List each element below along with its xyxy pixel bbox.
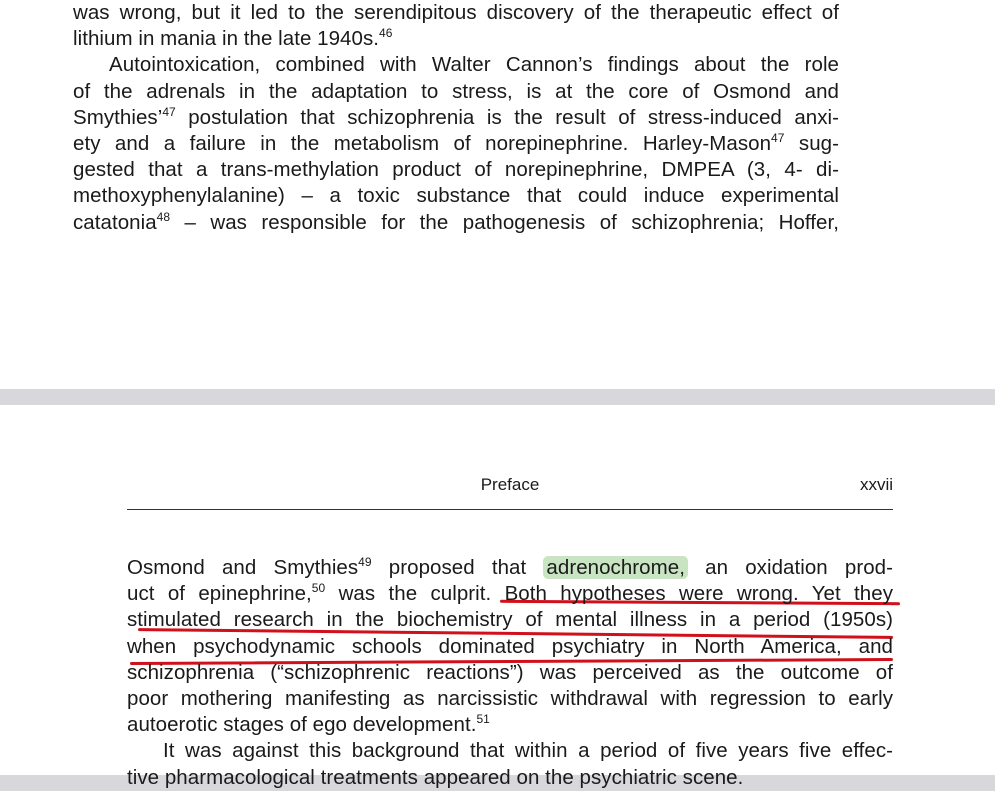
- footnote-ref: 49: [358, 555, 372, 569]
- text-span: gested that a trans-methylation product of norepinephrine, DMPEA (3, 4- di-: [73, 158, 839, 182]
- text-span: ety and a failure in the metabolism of norepinephrine. Harley-Mason: [73, 131, 772, 155]
- text-line: [73, 157, 839, 183]
- text-line: [73, 52, 839, 78]
- text-span: catatonia: [73, 210, 157, 234]
- text-span: stimulated research in the biochemistry of mental illness in a period (1950s): [127, 608, 893, 632]
- text-line: [73, 105, 839, 131]
- text-line: [127, 712, 893, 738]
- text-line: [73, 79, 839, 105]
- footnote-ref: 47: [162, 104, 176, 119]
- text-span: Smythies’: [73, 105, 163, 129]
- text-span: poor mothering manifesting as narcissistic withdrawal with regression to early: [127, 686, 893, 710]
- text-line: [127, 634, 893, 660]
- highlighted-term[interactable]: adrenochrome,: [543, 556, 688, 579]
- text-span: uct of epinephrine,: [127, 582, 312, 606]
- text-line: [73, 210, 839, 236]
- text-span: postulation that schizophrenia is the result of stress-induced anxi-: [175, 105, 839, 129]
- text-span: when psychodynamic schools dominated psychiatry in North America, and: [127, 634, 893, 658]
- page-number: xxvii: [859, 475, 893, 494]
- text-span: was wrong, but it led to the serendipitous discovery of the therapeutic effect of: [73, 1, 839, 24]
- text-span: Autointoxication, combined with Walter Cannon’s findings about the role: [109, 53, 839, 77]
- footnote-ref: 50: [311, 581, 326, 596]
- text-span: of the adrenals in the adaptation to stress, is at the core of Osmond and: [73, 79, 839, 103]
- text-span: lithium in mania in the late 1940s.: [73, 27, 380, 51]
- text-line: [127, 581, 893, 607]
- body-text: [127, 555, 893, 791]
- text-line: [127, 686, 893, 712]
- text-span: proposed that: [371, 556, 544, 579]
- text-line: [127, 765, 893, 791]
- footnote-ref: 47: [771, 130, 785, 145]
- text-span: an oxidation prod-: [687, 556, 893, 579]
- footnote-ref: 51: [476, 712, 490, 727]
- running-header-title: Preface: [480, 475, 540, 494]
- text-span: tive pharmacological treatments appeared on the psychiatric scene.: [127, 765, 744, 789]
- text-span: Osmond and Smythies: [127, 556, 359, 579]
- text-line: [73, 26, 839, 52]
- scroll-margin: [964, 0, 995, 775]
- text-line: [73, 183, 839, 209]
- footnote-ref: 48: [156, 209, 171, 224]
- document-page-top: [0, 0, 964, 389]
- text-span: – was responsible for the pathogenesis of schizophrenia; Hoffer,: [170, 210, 839, 234]
- text-line: [127, 660, 893, 686]
- text-line: [127, 738, 893, 764]
- text-line: [127, 607, 893, 633]
- text-span: sug-: [784, 131, 839, 155]
- footnote-ref: 46: [379, 26, 393, 41]
- text-line: [73, 0, 839, 26]
- text-span: autoerotic stages of ego development.: [127, 713, 477, 737]
- text-span: was the culprit. Both hypotheses were wrong. Yet they: [325, 582, 894, 606]
- text-span: schizophrenia (“schizophrenic reactions”) was perceived as the outcome of: [127, 660, 893, 684]
- page-gap: [964, 389, 995, 405]
- running-header: [127, 475, 893, 510]
- body-text: [73, 0, 839, 236]
- text-span: methoxyphenylalanine) – a toxic substance that could induce experimental: [73, 184, 839, 208]
- document-page-bottom: [0, 405, 964, 789]
- text-line: [127, 555, 893, 581]
- text-line: [73, 131, 839, 157]
- text-span: It was against this background that within a period of five years five effec-: [163, 739, 893, 763]
